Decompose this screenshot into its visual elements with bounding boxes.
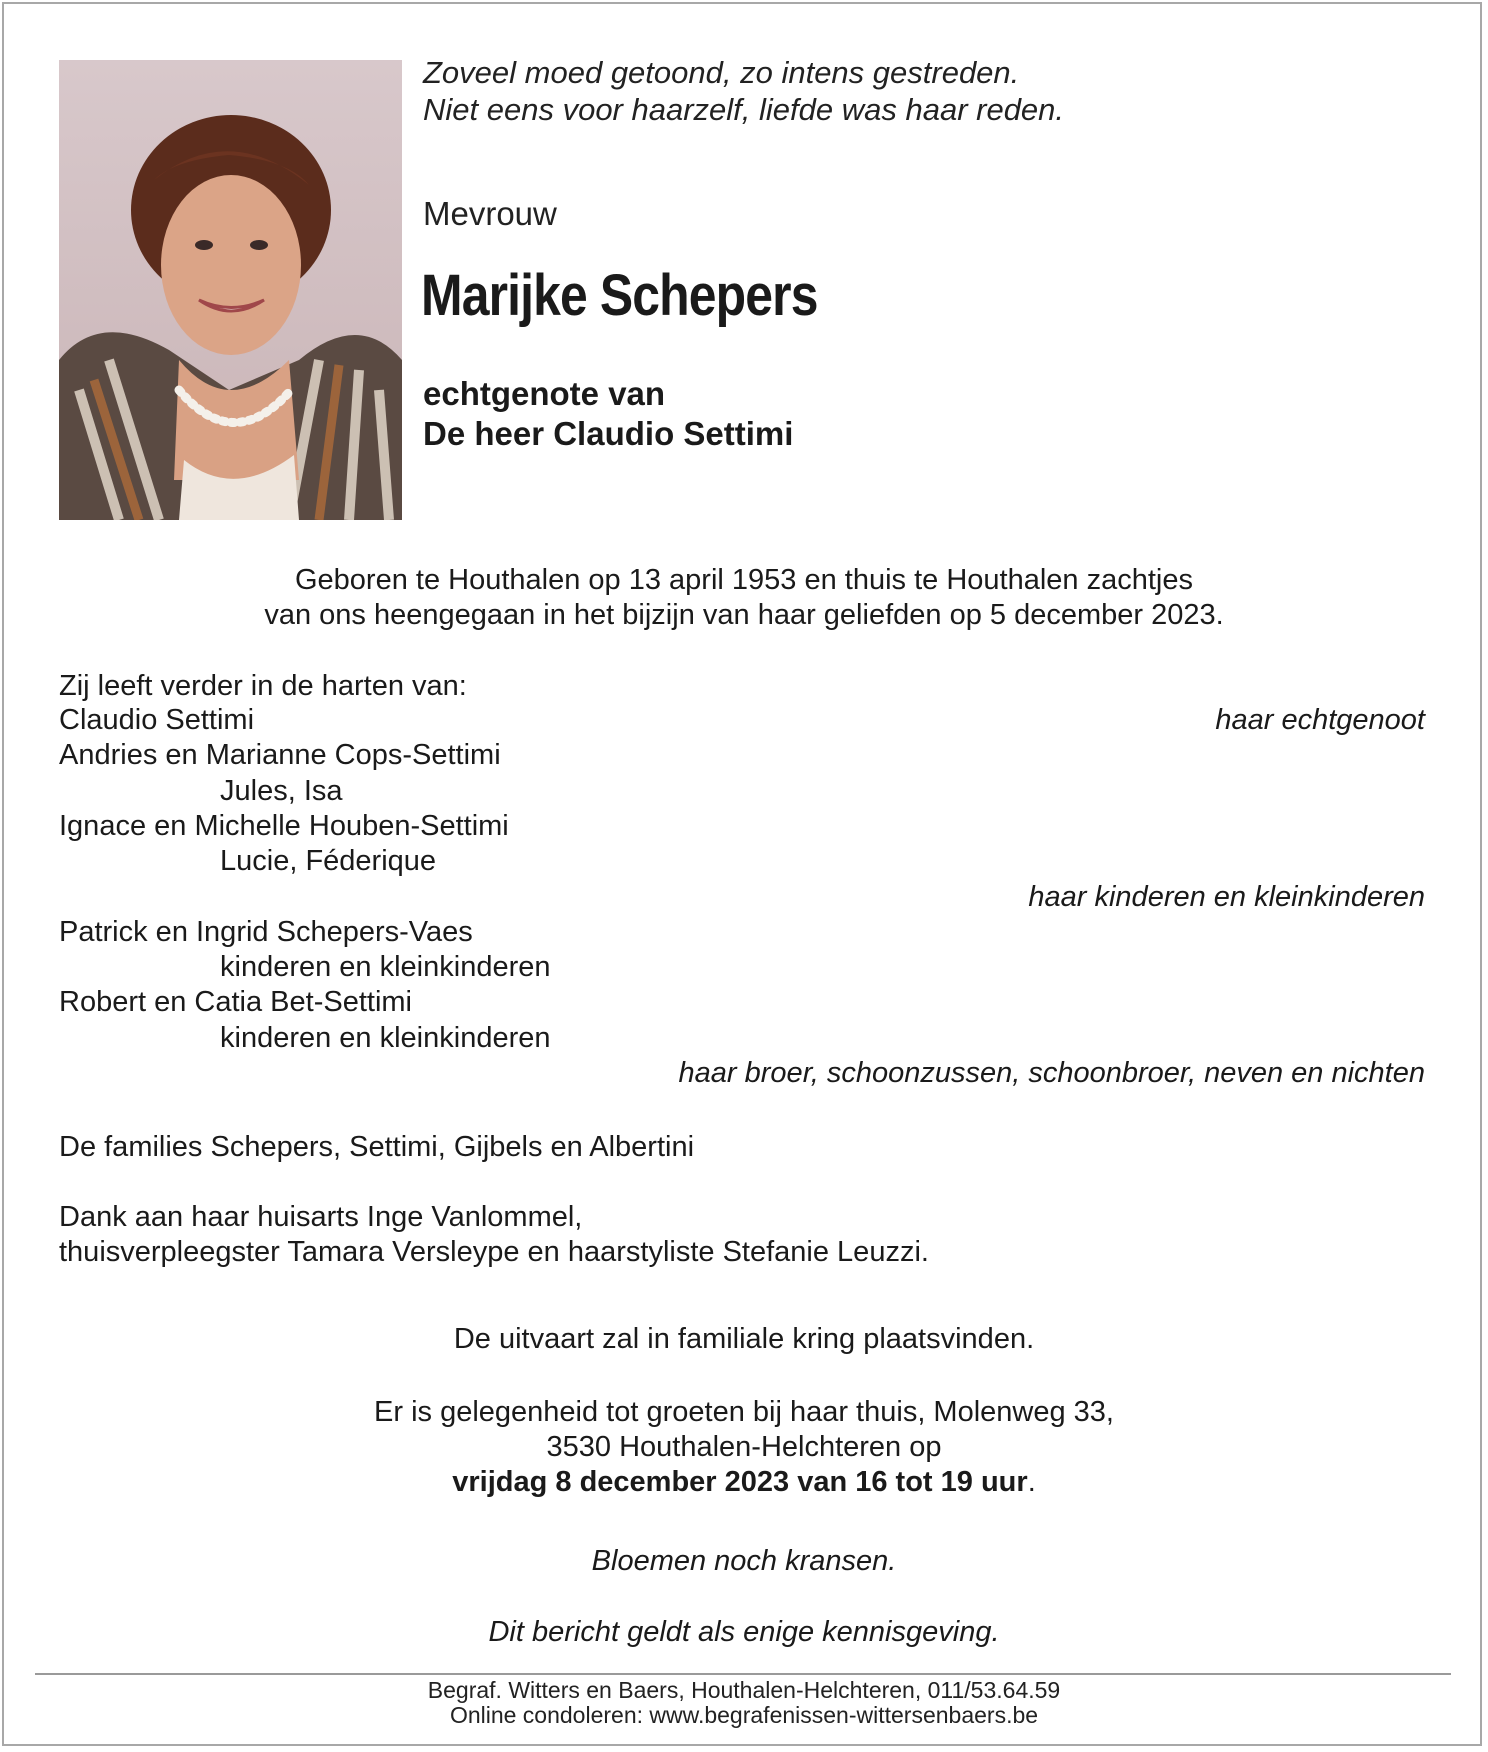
portrait-icon bbox=[59, 60, 402, 520]
survivor-name: kinderen en kleinkinderen bbox=[220, 951, 551, 984]
footer-line-1: Begraf. Witters en Baers, Houthalen-Helchteren, 011/53.64.59 bbox=[427, 1677, 1061, 1703]
survivor-row bbox=[59, 881, 1425, 916]
survivor-name: Patrick en Ingrid Schepers-Vaes bbox=[59, 915, 473, 948]
notice-text: Dit bericht geldt als enige kennisgeving. bbox=[488, 1616, 1000, 1648]
visit-date-suffix: . bbox=[1027, 1466, 1036, 1498]
thanks-text bbox=[59, 1200, 929, 1270]
birth-text bbox=[0, 563, 1488, 633]
deceased-name: Marijke Schepers bbox=[421, 263, 818, 328]
thanks-line-2: thuisverpleegster Tamara Versleype en haarstyliste Stefanie Leuzzi. bbox=[59, 1236, 929, 1268]
visit-date-bold: vrijdag 8 december 2023 van 16 tot 19 uur bbox=[452, 1466, 1028, 1498]
visit-text bbox=[0, 1395, 1488, 1500]
survivor-row bbox=[59, 1057, 1425, 1092]
survivor-row bbox=[59, 916, 1425, 951]
survivor-row bbox=[59, 986, 1425, 1021]
survivor-name: Jules, Isa bbox=[220, 774, 343, 807]
survivor-row bbox=[59, 810, 1425, 845]
footer bbox=[0, 1678, 1488, 1728]
honorific: Mevrouw bbox=[423, 195, 557, 232]
visit-line-1: Er is gelegenheid tot groeten bij haar thuis, Molenweg 33, bbox=[374, 1396, 1114, 1428]
survivor-name: kinderen en kleinkinderen bbox=[220, 1021, 551, 1054]
birth-line-2: van ons heengegaan in het bijzijn van haar geliefden op 5 december 2023. bbox=[264, 599, 1224, 631]
verse-line-2: Niet eens voor haarzelf, liefde was haar reden. bbox=[423, 92, 1065, 127]
survivor-row bbox=[59, 704, 1425, 739]
survivor-name: Ignace en Michelle Houben-Settimi bbox=[59, 809, 509, 842]
survivor-row bbox=[59, 845, 1425, 880]
survivor-name: Robert en Catia Bet-Settimi bbox=[59, 986, 412, 1019]
visit-date bbox=[0, 1465, 1488, 1500]
survivors-intro: Zij leeft verder in de harten van: bbox=[59, 670, 467, 702]
visit-line-2: 3530 Houthalen-Helchteren op bbox=[546, 1431, 942, 1463]
birth-line-1: Geboren te Houthalen op 13 april 1953 en thuis te Houthalen zachtjes bbox=[294, 564, 1193, 596]
thanks-line-1: Dank aan haar huisarts Inge Vanlommel, bbox=[59, 1201, 583, 1233]
survivor-row bbox=[59, 739, 1425, 774]
funeral-text: De uitvaart zal in familiale kring plaatsvinden. bbox=[453, 1323, 1035, 1355]
portrait-photo bbox=[59, 60, 402, 520]
survivor-relation: haar echtgenoot bbox=[1215, 704, 1425, 736]
survivor-relation: haar broer, schoonzussen, schoonbroer, neven en nichten bbox=[678, 1057, 1425, 1089]
survivor-row bbox=[59, 1022, 1425, 1057]
survivor-row bbox=[59, 775, 1425, 810]
verse bbox=[423, 54, 1064, 128]
families-text: De families Schepers, Settimi, Gijbels en Albertini bbox=[59, 1131, 695, 1163]
spouse-block bbox=[423, 374, 793, 454]
survivor-relation: haar kinderen en kleinkinderen bbox=[1028, 880, 1425, 913]
survivor-name: Andries en Marianne Cops-Settimi bbox=[59, 739, 501, 772]
survivor-name: Lucie, Féderique bbox=[220, 845, 437, 878]
footer-divider bbox=[35, 1673, 1451, 1675]
survivor-row bbox=[59, 951, 1425, 986]
spouse-line-1: echtgenote van bbox=[423, 375, 666, 412]
flowers-text: Bloemen noch kransen. bbox=[591, 1545, 897, 1577]
verse-line-1: Zoveel moed getoond, zo intens gestreden. bbox=[423, 55, 1020, 90]
footer-line-2: Online condoleren: www.begrafenissen-wittersenbaers.be bbox=[449, 1702, 1039, 1728]
spouse-line-2: De heer Claudio Settimi bbox=[423, 415, 794, 452]
survivor-name: Claudio Settimi bbox=[59, 704, 255, 736]
